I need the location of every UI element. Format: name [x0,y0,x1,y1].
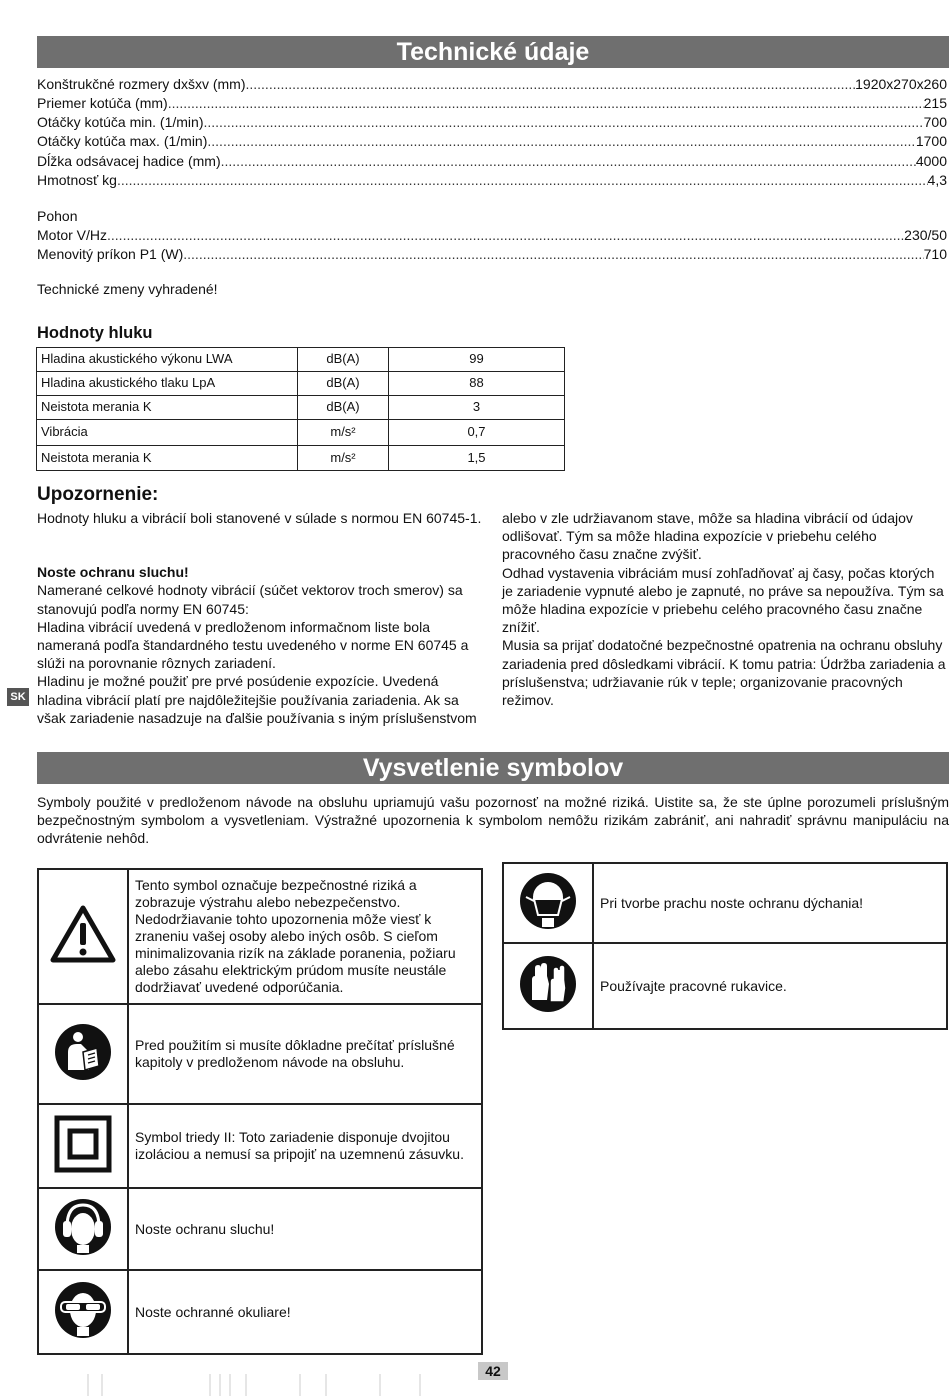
table-row [37,372,565,396]
spec-value: 4000 [915,153,947,169]
ear-protection-icon [53,1244,113,1260]
symbols-table-left [37,868,483,1355]
spec-value: 710 [923,246,947,262]
table-row [38,1270,482,1354]
symbol-text: Symbol triedy II: Toto zariadenie disponuje dvojitou izoláciou a nemusí sa pripojiť na uzemnenú zásuvku. [128,1104,482,1188]
symbol-cell [503,943,593,1029]
noise-value: 99 [389,348,565,372]
spec-value: 1920x270x260 [855,76,947,92]
double-insulation-icon [54,1160,112,1176]
symbols-banner: Vysvetlenie symbolov [37,752,949,784]
symbol-text: Používajte pracovné rukavice. [593,943,947,1029]
spec-row [37,226,947,245]
paragraph: Hladina vibrácií uvedená v predloženom informačnom liste bola nameraná podľa štandardného testu uvedeného v norme EN 60745 a slúži na porovnanie rôznych zariadení. [37,618,469,672]
print-marks [80,1374,460,1396]
table-row [503,863,947,943]
table-row [38,1188,482,1270]
page-number: 42 [478,1362,508,1380]
spec-value: 4,3 [927,172,947,188]
noise-heading: Hodnoty hluku [37,324,153,342]
gloves-icon [518,1001,578,1017]
eye-protection-icon [53,1327,113,1343]
symbol-text: Pri tvorbe prachu noste ochranu dýchania! [593,863,947,943]
symbol-cell [503,863,593,943]
spec-row [37,113,947,132]
noise-value: 3 [389,396,565,420]
paragraph: Hladinu je možné použiť pre prvé posúdenie expozície. Uvedená hladina vibrácií platí pre najdôležitejšie používania zariadenia. Ak sa však zariadenie nasadzuje na ďalšie používania s iným príslušenstvom [37,673,477,726]
symbol-text: Noste ochranné okuliare! [128,1270,482,1354]
warning-heading: Upozornenie: [37,484,159,505]
table-row [38,869,482,1004]
spec-value: 700 [923,114,947,130]
paragraph: Hodnoty hluku a vibrácií boli stanovené v súlade s normou EN 60745-1. [37,510,482,526]
paragraph: Namerané celkové hodnoty vibrácií (súčet vektorov troch smerov) sa stanovujú podľa normy EN 60745: [37,582,463,617]
warning-triangle-icon [50,950,116,966]
noise-name: Neistota merania K [37,446,298,471]
spec-value: 215 [923,95,947,111]
read-manual-icon [53,1069,113,1085]
symbols-table-right [502,862,948,1030]
spec-row [37,245,947,264]
paragraph: alebo v zle udržiavanom stave, môže sa hladina vibrácií od údajov odlišovať. Tým sa môže hladina expozície v priebehu celého pracovného času značne zvýšiť. [502,510,913,563]
spec-row [37,94,947,113]
language-tab: SK [7,688,29,706]
noise-name: Vibrácia [37,420,298,446]
noise-table [36,347,565,471]
changes-note: Technické zmeny vyhradené! [37,281,218,297]
symbols-intro: Symboly použité v predloženom návode na obsluhu upriamujú vašu pozornosť na možné riziká. Uistite sa, že ste úplne porozumeli príslušným bezpečnostným symbolom a vysvetleniam. Výstražné upozornenia k symbolom nemôžu rizikám zabrániť, ani nahradiť správnu manipuláciu na odvrátenie nehôd. [37,794,949,847]
noise-value: 0,7 [389,420,565,446]
paragraph: Musia sa prijať dodatočné bezpečnostné opatrenia na ochranu obsluhy zariadenia pred dôsledkami vibrácií. K tomu patria: Údržba zariadenia a príslušenstva; udržiavanie rúk v teple; organizovanie pracovných režimov. [502,637,946,709]
table-row [37,420,565,446]
spec-label: Dĺžka odsávacej hadice (mm) [37,153,221,169]
noise-unit: dB(A) [298,372,389,396]
warning-right-column [502,509,947,709]
spec-row [37,75,947,94]
symbol-cell [38,1188,128,1270]
spec-row [37,132,947,151]
symbol-cell [38,869,128,1004]
noise-name: Hladina akustického výkonu LWA [37,348,298,372]
spec-label: Otáčky kotúča min. (1/min) [37,114,204,130]
noise-name: Hladina akustického tlaku LpA [37,372,298,396]
spec-value: 230/50 [904,227,947,243]
noise-unit: m/s² [298,420,389,446]
table-row [37,396,565,420]
noise-value: 88 [389,372,565,396]
spec-label: Priemer kotúča (mm) [37,95,168,111]
table-row [38,1004,482,1104]
table-row [503,943,947,1029]
tech-data-banner: Technické údaje [37,36,949,68]
spec-row [37,152,947,171]
warning-left-column [37,509,483,727]
noise-value: 1,5 [389,446,565,471]
spec-label: Hmotnosť kg [37,172,117,188]
symbol-cell [38,1104,128,1188]
symbol-cell [38,1004,128,1104]
spec-row [37,171,947,190]
table-row [37,348,565,372]
noise-unit: m/s² [298,446,389,471]
spec-label: Menovitý príkon P1 (W) [37,246,184,262]
noise-unit: dB(A) [298,396,389,420]
paragraph: Odhad vystavenia vibráciám musí zohľadňovať aj časy, počas ktorých je zariadenie vypnuté alebo je zapnuté, no práve sa nepoužíva. Tým sa môže hladina expozície v priebehu celého pracovného času značne znížiť. [502,564,944,636]
symbol-text: Tento symbol označuje bezpečnostné riziká a zobrazuje výstrahu alebo nebezpečenstvo. Nedodržiavanie tohto upozornenia môže viesť k zraneniu vašej osoby alebo iných osôb. S cieľom minimalizovania rizík na základe poranenia, požiaru alebo zásahu elektrickým prúdom musíte neustále dodržiavať uvedené odporúčania. [128,869,482,1004]
symbol-cell [38,1270,128,1354]
hearing-warning: Noste ochranu sluchu! [37,564,189,581]
dust-mask-icon [518,918,578,934]
noise-name: Neistota merania K [37,396,298,420]
symbol-text: Pred použitím si musíte dôkladne prečítať príslušné kapitoly v predloženom návode na obsluhu. [128,1004,482,1104]
symbol-text: Noste ochranu sluchu! [128,1188,482,1270]
drive-heading: Pohon [37,208,78,224]
spec-value: 1700 [915,133,947,149]
spec-label: Konštrukčné rozmery dxšxv (mm) [37,76,246,92]
spec-label: Otáčky kotúča max. (1/min) [37,133,208,149]
spec-label: Motor V/Hz [37,227,108,243]
table-row [38,1104,482,1188]
noise-unit: dB(A) [298,348,389,372]
table-row [37,446,565,471]
